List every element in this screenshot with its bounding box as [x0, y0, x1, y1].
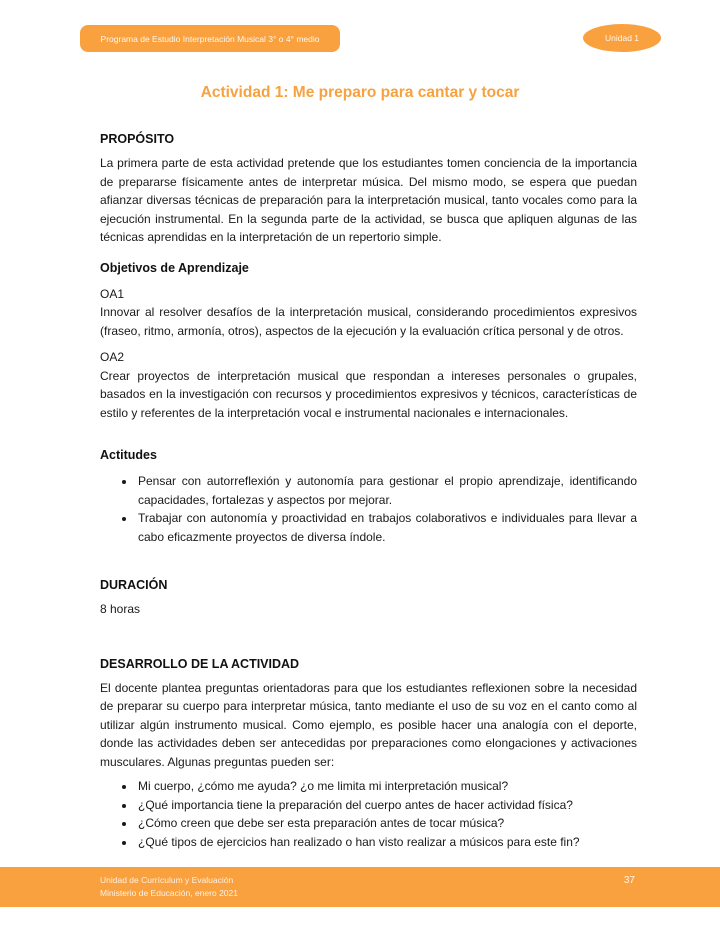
duracion-value: 8 horas — [100, 602, 141, 616]
actitudes-bullet-list — [100, 472, 637, 546]
actitudes-bullet-item: • Pensar con autorreflexión y autonomía para gestionar el propio aprendizaje, identificando capacidades, fortalezas y aspectos por mejorar. — [136, 472, 637, 509]
section-heading-proposito: PROPÓSITO — [100, 132, 175, 146]
program-badge-label: Programa de Estudio Interpretación Musical 3° o 4° medio — [100, 33, 320, 44]
unit-badge-label: Unidad 1 — [604, 33, 640, 43]
oa1-paragraph: Innovar al resolver desafíos de la interpretación musical, considerando procedimientos expresivos (fraseo, ritmo, armonía, otros), aspectos de la ejecución y la evaluación crítica personal y de otros. — [100, 305, 637, 338]
proposito-paragraph: La primera parte de esta actividad pretende que los estudiantes tomen conciencia de la importancia de prepararse físicamente antes de interpretar música. Del mismo modo, se espera que puedan afianzar diversas técnicas de preparación para la interpretación musical, tanto vocales como para la ejecución instrumental. En la segunda parte de la actividad, se busca que apliquen algunas de las técnicas aprendidas en la interpretación de un repertorio simple. — [100, 156, 637, 244]
oa2-label: OA2 — [100, 350, 125, 364]
section-heading-duracion: DURACIÓN — [100, 578, 168, 592]
footer-bar — [0, 867, 720, 907]
page-title: Actividad 1: Me preparo para cantar y tocar — [200, 84, 520, 101]
desarrollo-bullet-item: • ¿Qué importancia tiene la preparación del cuerpo antes de hacer actividad física? — [136, 796, 637, 815]
footer-credits — [100, 874, 238, 900]
desarrollo-bullet-item: • ¿Cómo creen que debe ser esta preparación antes de tocar música? — [136, 814, 637, 833]
desarrollo-paragraph: El docente plantea preguntas orientadoras para que los estudiantes reflexionen sobre la necesidad de preparar su cuerpo para interpretar música, tanto mediante el uso de su voz en el canto como al utilizar algún instrumento musical. Como ejemplo, es posible hacer una analogía con el deporte, donde las actividades deben ser antecedidas por preparaciones como elongaciones y activaciones musculares. Algunas preguntas pueden ser: — [100, 680, 637, 769]
footer-line1: Unidad de Currículum y Evaluación — [100, 875, 234, 885]
desarrollo-bullet-item: • ¿Qué tipos de ejercicios han realizado o han visto realizar a músicos para este fin? — [136, 833, 637, 852]
unit-badge — [583, 24, 661, 52]
page-number: 37 — [623, 875, 635, 886]
section-heading-actitudes: Actitudes — [100, 448, 157, 462]
section-heading-desarrollo: DESARROLLO DE LA ACTIVIDAD — [100, 656, 300, 671]
actitudes-bullet-item: • Trabajar con autonomía y proactividad en trabajos colaborativos e individuales para llevar a cabo eficazmente proyectos de diversa índole. — [136, 509, 637, 546]
desarrollo-bullet-item: • Mi cuerpo, ¿cómo me ayuda? ¿o me limita mi interpretación musical? — [136, 777, 637, 796]
oa1-label: OA1 — [100, 286, 125, 301]
footer-line2: Ministerio de Educación, enero 2021 — [100, 888, 238, 898]
document-content — [100, 132, 637, 851]
desarrollo-bullet-list — [100, 777, 637, 851]
section-heading-objetivos: Objetivos de Aprendizaje — [100, 260, 249, 275]
program-badge — [80, 25, 340, 52]
oa2-paragraph: Crear proyectos de interpretación musical que respondan a intereses personales o grupales, basados en la investigación con recursos y procedimientos expresivos y técnicos, características de estilo y referentes de la interpretación vocal e instrumental nacionales e internacionales. — [100, 368, 637, 420]
